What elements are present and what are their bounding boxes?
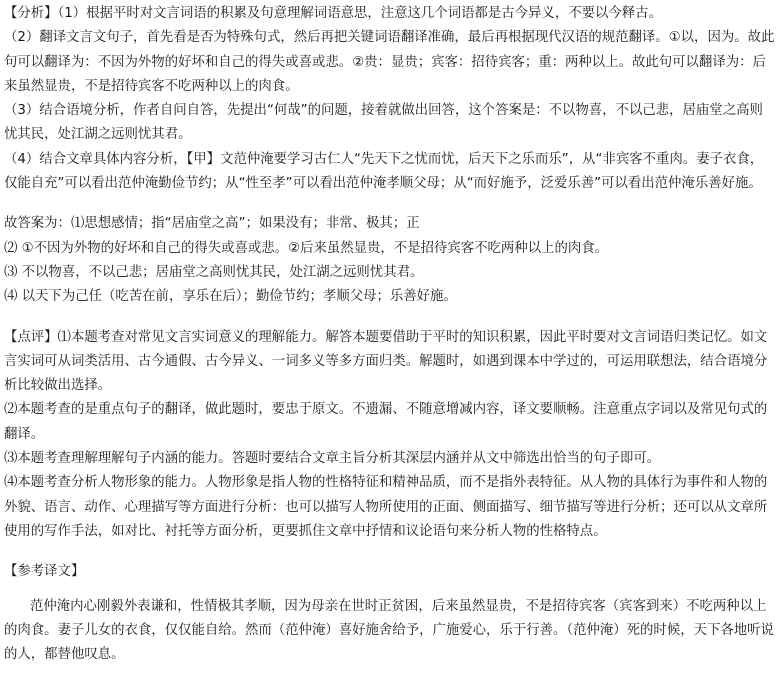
analysis-section	[4, 2, 776, 196]
spacer	[4, 310, 776, 326]
comment-part-3: ⑶本题考查理解理解句子内涵的能力。答题时要结合文章主旨分析其深层内涵并从文中筛选出恰当的句子即可。	[4, 451, 661, 467]
answer-line-4: ⑷ 以天下为己任（吃苦在前，享乐在后）；勤俭节约；孝顺父母；乐善好施。	[4, 289, 457, 305]
analysis-part-2: （2）翻译文言文句子，首先看是否为特殊句式，然后再把关键词语翻译准确，最后再根据现代汉语的规范翻译。①以，因为。故此句可以翻译为：不因为外物的好坏和自己的得失或喜或悲。②贵：显贵；宾客：招待宾客；重：两种以上。故此句可以翻译为：后来虽然显贵，不是招待宾客不吃两种以上的肉食。	[4, 30, 775, 94]
translation-heading: 【参考译文】	[4, 564, 85, 580]
answer-line-1: 故答案为：⑴思想感情；指“居庙堂之高”；如果没有；非常、极其；正	[4, 216, 420, 232]
solution-document	[4, 2, 776, 667]
spacer	[4, 585, 776, 595]
spacer	[4, 544, 776, 560]
comment-section	[4, 326, 776, 545]
spacer	[4, 196, 776, 212]
analysis-part-4: （4）结合文章具体内容分析，【甲】文范仲淹要学习古仁人“先天下之忧而忧，后天下之乐而乐”，从“非宾客不重肉。妻子衣食，仅能自充”可以看出范仲淹勤俭节约；从“性至孝”可以看出范仲淹孝顺父母；从“而好施予，泛爱乐善”可以看出范仲淹乐善好施。	[4, 151, 764, 192]
analysis-part-3: （3）结合语境分析，作者自问自答，先提出“何哉”的问题，接着就做出回答，这个答案是：不以物喜，不以己悲，居庙堂之高则忧其民，处江湖之远则忧其君。	[4, 103, 763, 143]
comment-part-2: ⑵本题考查的是重点句子的翻译，做此题时，要忠于原文。不遗漏、不随意增减内容，译文要顺畅。注意重点字词以及常见句式的翻译。	[4, 402, 768, 442]
analysis-part-1: 【分析】（1）根据平时对文言词语的积累及句意理解词语意思，注意这几个词语都是古今异义，不要以今释古。	[4, 6, 662, 21]
translation-section	[4, 560, 776, 667]
comment-part-4: ⑷本题考查分析人物形象的能力。人物形象是指人物的性格特征和精神品质，而不是指外表特征。从人物的具体行为事件和人物的外貌、语言、动作、心理描写等方面进行分析：也可以描写人物所使用的正面、侧面描写、细节描写等进行分析；还可以从文章所使用的写作手法，如对比、衬托等方面分析，更要抓住文章中抒情和议论语句来分析人物的性格特点。	[4, 475, 768, 539]
answer-section	[4, 212, 776, 309]
translation-body: 范仲淹内心刚毅外表谦和，性情极其孝顺，因为母亲在世时正贫困，后来虽然显贵，不是招待宾客（宾客到来）不吃两种以上的肉食。妻子儿女的衣食，仅仅能自给。然而（范仲淹）喜好施舍给予，广施爱心，乐于行善。（范仲淹）死的时候，天下各地听说的人，都替他叹息。	[4, 598, 774, 663]
answer-line-2: ⑵ ①不因为外物的好坏和自己的得失或喜或悲。②后来虽然显贵，不是招待宾客不吃两种以上的肉食。	[4, 240, 609, 256]
comment-part-1: 【点评】⑴本题考查对常见文言实词意义的理解能力。解答本题要借助于平时的知识积累，因此平时要对文言词语归类记忆。如文言实词可从词类活用、古今通假、古今异义、一词多义等多方面归类。解题时，如遇到课本中学过的，可运用联想法，结合语境分析比较做出选择。	[4, 329, 768, 394]
answer-line-3: ⑶ 不以物喜，不以己悲；居庙堂之高则忧其民，处江湖之远则忧其君。	[4, 264, 424, 280]
